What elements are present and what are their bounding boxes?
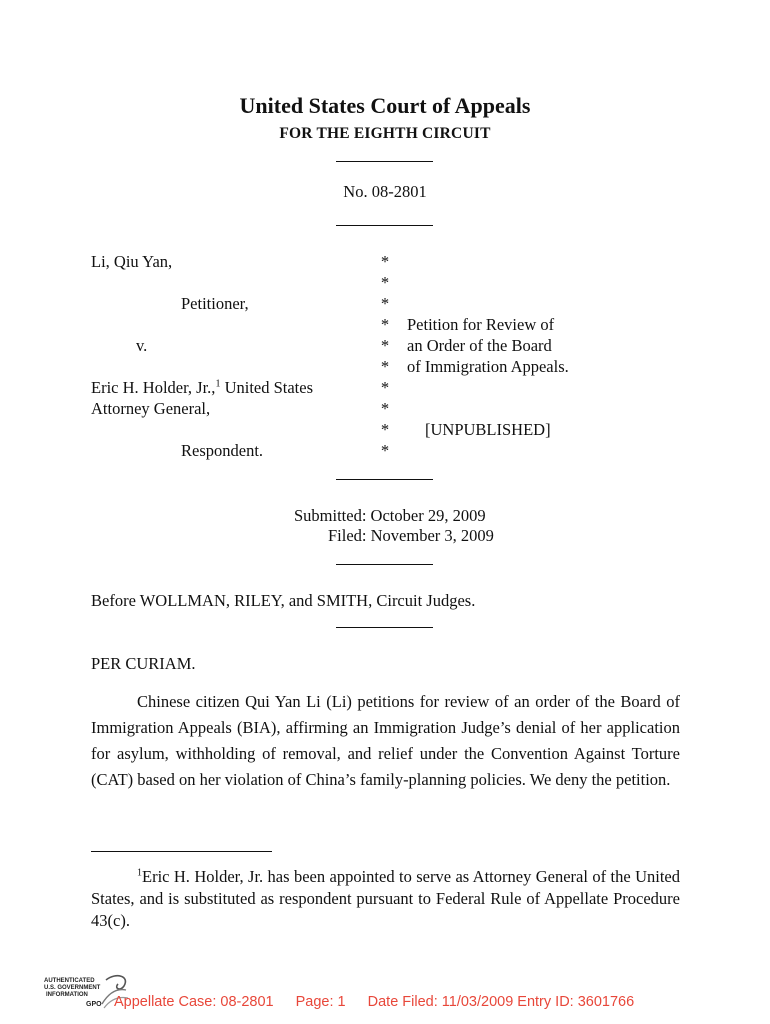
footnote-number: 1 — [137, 867, 142, 879]
caption-star: * — [380, 336, 390, 355]
opinion-paragraph — [91, 689, 680, 793]
logo-text-line4: GPO — [86, 1001, 102, 1008]
eagle-swoosh-icon — [106, 976, 125, 989]
footer-date-filed: Date Filed: 11/03/2009 Entry ID: 3601766 — [367, 994, 635, 1010]
caption-star: * — [380, 315, 390, 334]
petitioner-name: Li, Qiu Yan, — [91, 252, 173, 271]
caption-star: * — [380, 252, 390, 271]
caption-star: * — [380, 378, 390, 397]
filed-date: Filed: November 3, 2009 — [328, 526, 494, 545]
respondent-name — [91, 378, 313, 398]
caption-star: * — [380, 294, 390, 313]
logo-text-line2: U.S. GOVERNMENT — [44, 985, 101, 991]
footnote-text: Eric H. Holder, Jr. has been appointed to serve as Attorney General of the United States, and is substituted as respondent pursuant to Federal Rule of Appellate Procedure 43(c). — [91, 867, 680, 930]
footnote-rule — [91, 851, 272, 852]
circuit-name: FOR THE EIGHTH CIRCUIT — [279, 125, 491, 142]
opinion-author: PER CURIAM. — [91, 654, 196, 673]
respondent-role: Respondent. — [181, 441, 264, 460]
petition-description-line1: Petition for Review of — [407, 315, 555, 334]
versus-label: v. — [136, 336, 148, 355]
petition-description-line2: an Order of the Board — [407, 336, 552, 355]
respondent-name-part2: United States — [220, 378, 314, 397]
footer-page-number: Page: 1 — [295, 994, 346, 1010]
respondent-name-part1: Eric H. Holder, Jr., — [91, 378, 216, 397]
separator-rule — [336, 627, 433, 628]
separator-rule — [336, 479, 433, 480]
petition-description-line3: of Immigration Appeals. — [407, 357, 569, 376]
opinion-paragraph-text: Chinese citizen Qui Yan Li (Li) petitions for review of an order of the Board of Immigration Appeals (BIA), affirming an Immigration Judge’s denial of her application for asylum, withholding of removal, and relief under the Convention Against Torture (CAT) based on her violation of China’s family-planning policies. We deny the petition. — [91, 692, 680, 789]
court-title: United States Court of Appeals — [239, 93, 531, 118]
caption-star: * — [380, 420, 390, 439]
caption-star: * — [380, 357, 390, 376]
filing-stamp — [114, 994, 634, 1010]
unpublished-label: [UNPUBLISHED] — [425, 420, 551, 439]
separator-rule — [336, 564, 433, 565]
footnote — [91, 866, 680, 932]
caption-star: * — [380, 399, 390, 418]
panel-judges: Before WOLLMAN, RILEY, and SMITH, Circuit Judges. — [91, 591, 476, 610]
caption-star: * — [380, 273, 390, 292]
petitioner-role: Petitioner, — [181, 294, 249, 313]
footnote-reference: 1 — [215, 378, 221, 390]
logo-text-line3: INFORMATION — [46, 992, 88, 998]
respondent-name-line2: Attorney General, — [91, 399, 211, 418]
submitted-date: Submitted: October 29, 2009 — [294, 506, 486, 525]
separator-rule — [336, 161, 433, 162]
separator-rule — [336, 225, 433, 226]
caption-star: * — [380, 441, 390, 460]
footer-case-number: Appellate Case: 08-2801 — [114, 994, 274, 1010]
logo-text-line1: AUTHENTICATED — [44, 978, 95, 984]
docket-number: No. 08-2801 — [343, 182, 427, 201]
